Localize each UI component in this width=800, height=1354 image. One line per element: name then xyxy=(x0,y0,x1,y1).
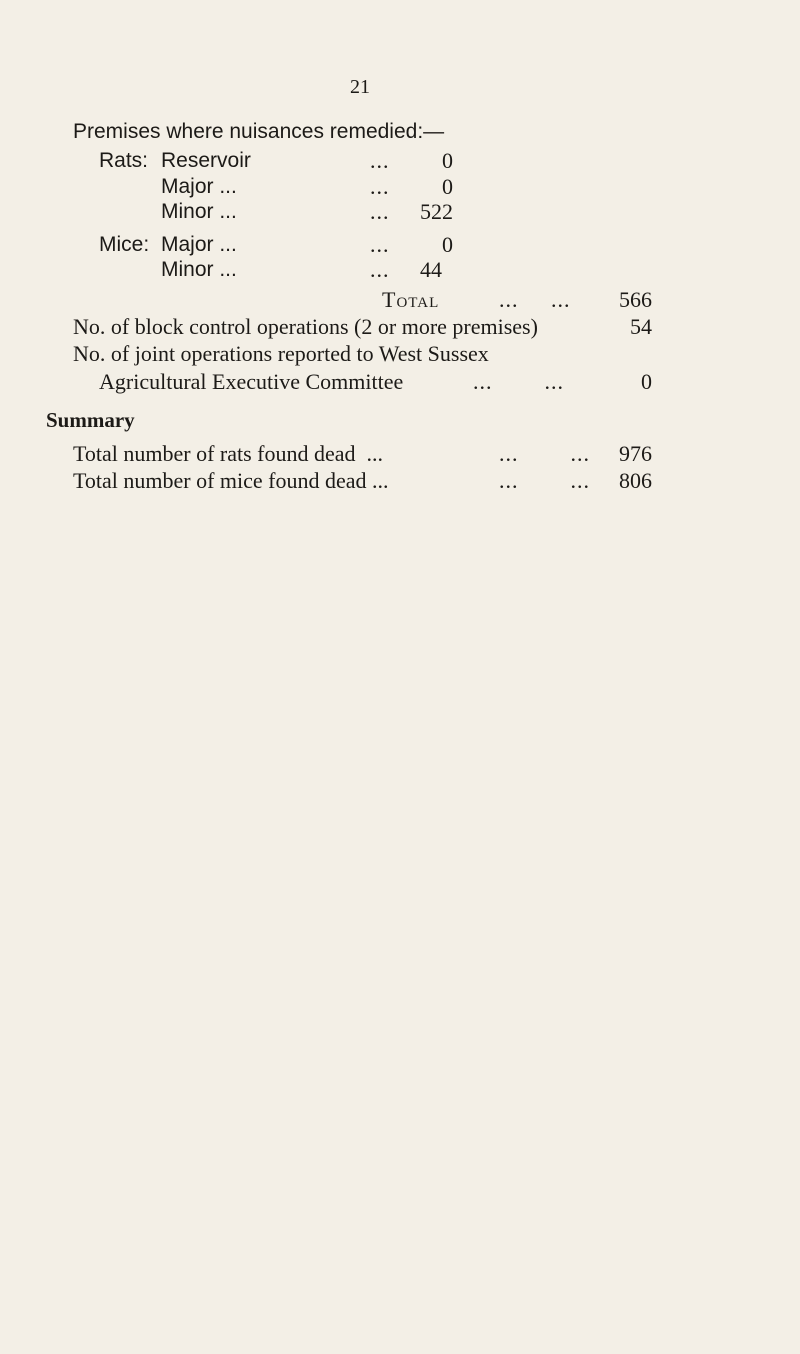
mice-minor-value: 44 xyxy=(420,257,442,282)
summary-mice-dots: ... ... xyxy=(499,468,590,493)
total-value: 566 xyxy=(619,287,652,312)
mice-major-dots: ... xyxy=(370,232,390,257)
rats-reservoir-dots: ... xyxy=(370,148,390,173)
rats-major-dots: ... xyxy=(370,174,390,199)
rats-reservoir-label: Reservoir xyxy=(161,149,251,172)
summary-mice-label: Total number of mice found dead ... xyxy=(73,468,389,493)
summary-rats-value: 976 xyxy=(619,441,652,466)
mice-label: Mice: xyxy=(99,233,150,256)
summary-heading: Summary xyxy=(46,408,135,432)
total-label: Total xyxy=(382,287,440,312)
mice-minor-dots: ... xyxy=(370,257,390,282)
total-dots: ... ... xyxy=(499,287,571,312)
summary-rats-dots: ... ... xyxy=(499,441,590,466)
page-number: 21 xyxy=(350,76,370,98)
rats-minor-dots: ... xyxy=(370,199,390,224)
rats-label: Rats: xyxy=(99,149,149,172)
mice-minor-label: Minor ... xyxy=(161,258,237,281)
summary-mice-value: 806 xyxy=(619,468,652,493)
rats-minor-value: 522 xyxy=(420,199,453,224)
summary-rats-label: Total number of rats found dead ... xyxy=(73,441,384,466)
premises-heading: Premises where nuisances remedied:— xyxy=(73,120,445,143)
rats-reservoir-value: 0 xyxy=(442,148,453,173)
mice-major-label: Major ... xyxy=(161,233,237,256)
block-control-value: 54 xyxy=(630,314,652,339)
joint-operations-dots: ... ... xyxy=(473,369,564,394)
block-control-label: No. of block control operations (2 or more premises) xyxy=(73,314,538,339)
mice-major-value: 0 xyxy=(442,232,453,257)
rats-major-label: Major ... xyxy=(161,175,237,198)
joint-operations-line1: No. of joint operations reported to West Sussex xyxy=(73,341,489,366)
joint-operations-value: 0 xyxy=(641,369,652,394)
rats-major-value: 0 xyxy=(442,174,453,199)
rats-minor-label: Minor ... xyxy=(161,200,237,223)
joint-operations-line2: Agricultural Executive Committee xyxy=(99,369,404,394)
